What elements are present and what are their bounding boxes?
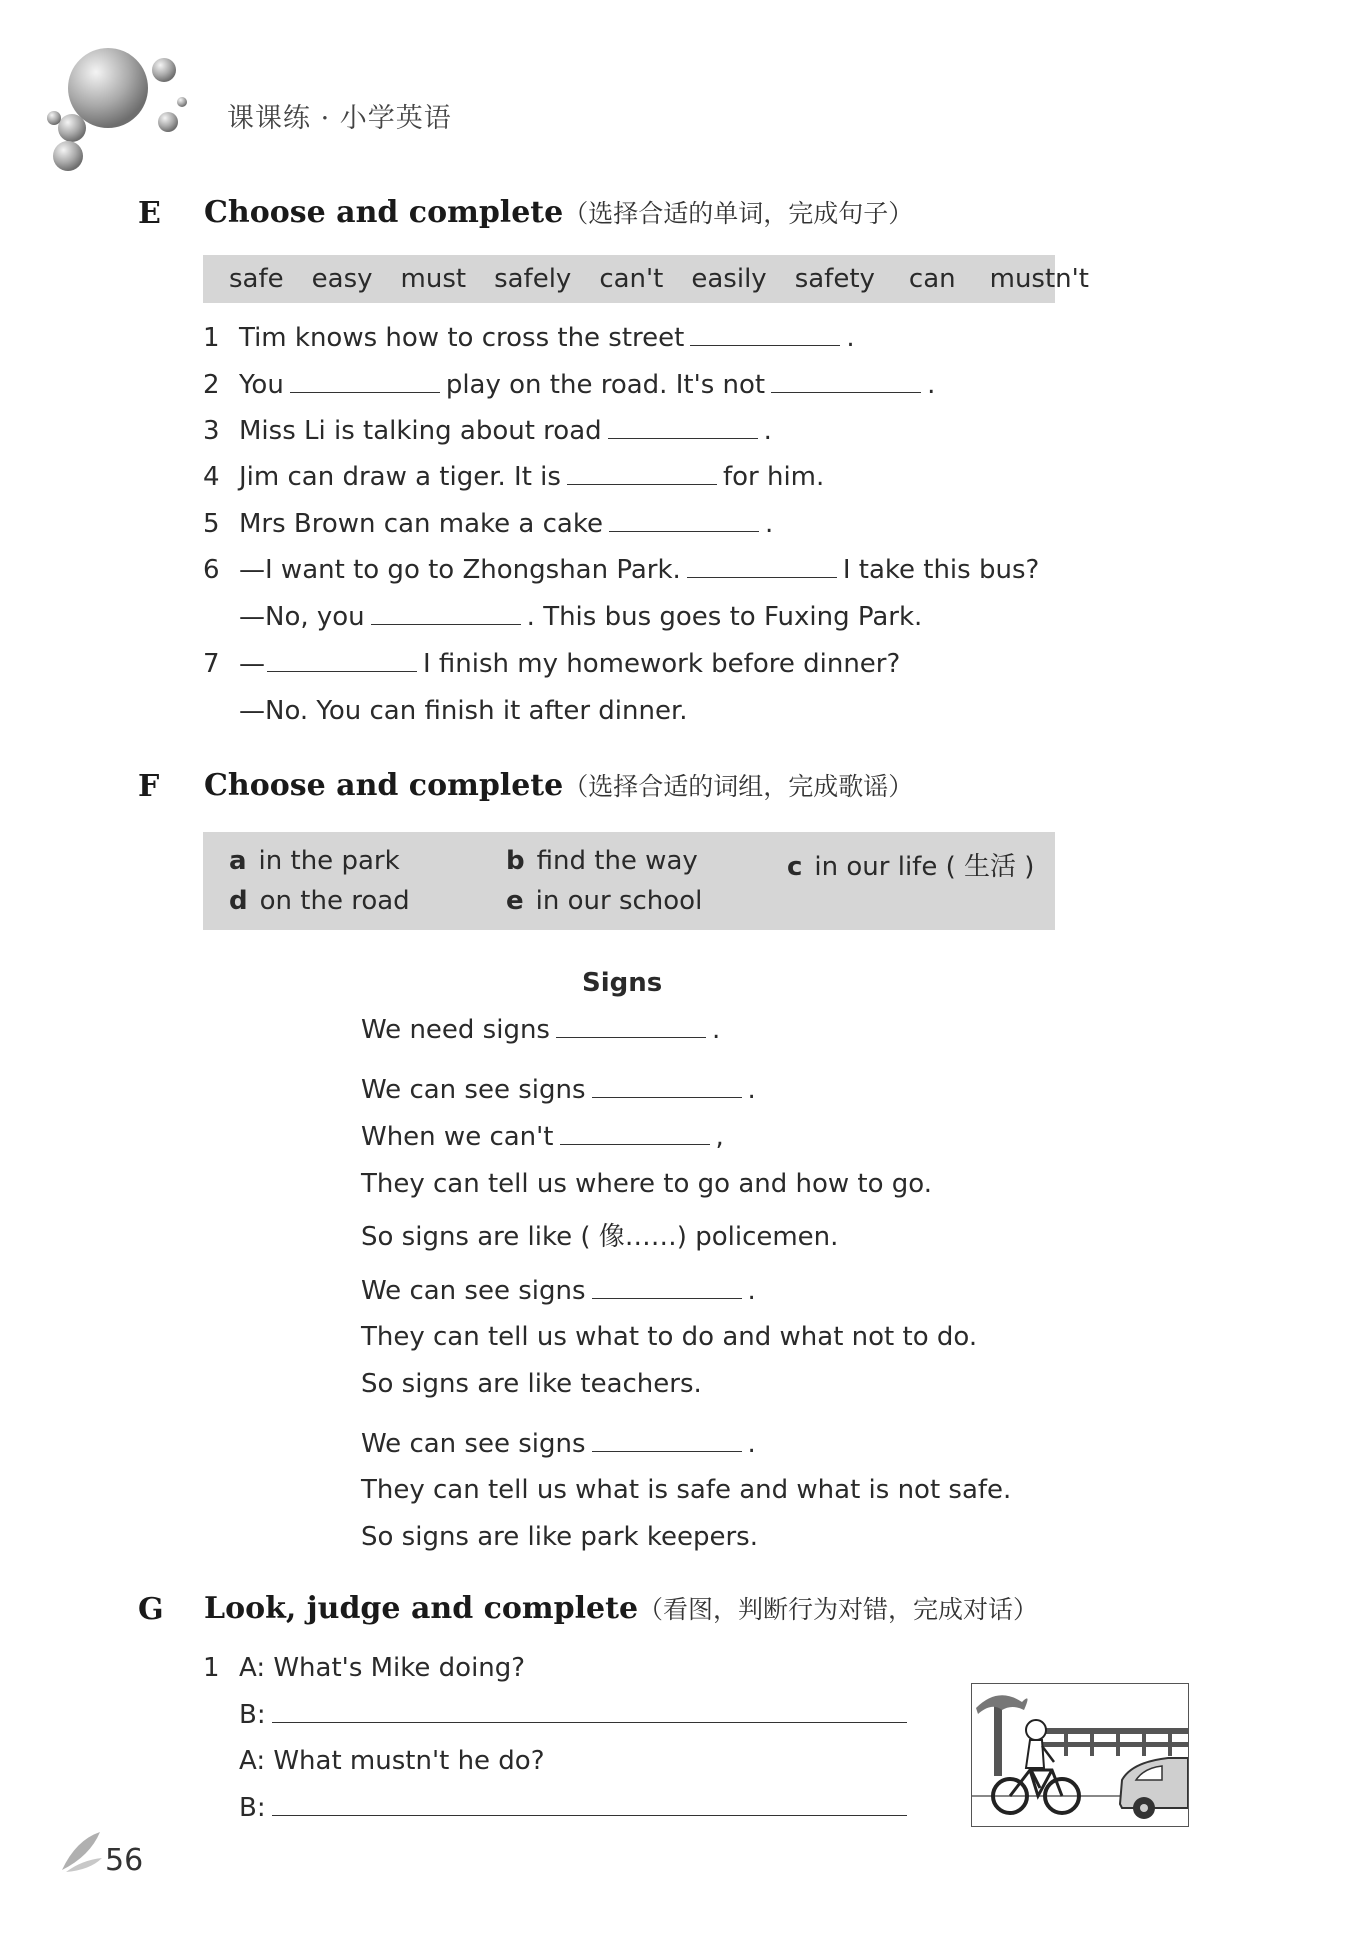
option-text: in the park: [258, 846, 400, 876]
answer-blank[interactable]: [556, 1036, 706, 1038]
decorative-bubbles-icon: [40, 40, 200, 180]
item-text: —No, you: [239, 602, 365, 632]
item-number: 3: [203, 416, 220, 446]
poem-text: .: [711, 1015, 721, 1045]
item-number: 7: [203, 649, 220, 679]
option-text: find the way: [536, 846, 698, 876]
answer-blank[interactable]: [592, 1096, 742, 1098]
item-number: 2: [203, 370, 220, 400]
answer-blank[interactable]: [690, 344, 840, 346]
exercise-item: [203, 323, 855, 353]
option-key: d: [229, 886, 248, 916]
phrase-option: [229, 846, 400, 876]
poem-text: So signs are like ( 像……) policemen.: [361, 1222, 839, 1252]
item-text: —: [239, 649, 265, 679]
page-header: 课课练 · 小学英语: [227, 103, 452, 134]
option-key: a: [229, 846, 247, 876]
section-g-letter: G: [138, 1592, 164, 1627]
section-f-title-cn: （选择合适的词组，完成歌谣）: [563, 772, 914, 801]
poem-text: We need signs: [361, 1015, 550, 1045]
poem-text: So signs are like park keepers.: [361, 1522, 758, 1552]
section-g-title-en: Look, judge and complete: [204, 1591, 639, 1626]
option-key: e: [506, 886, 524, 916]
item-text: Mrs Brown can make a cake: [239, 509, 603, 539]
answer-blank[interactable]: [592, 1297, 742, 1299]
item-text: Miss Li is talking about road: [239, 416, 602, 446]
poem-text: We can see signs: [361, 1276, 586, 1306]
answer-blank[interactable]: [609, 530, 759, 532]
poem-line: [361, 1429, 756, 1459]
exercise-item: [203, 602, 922, 632]
item-text: I finish my homework before dinner?: [423, 649, 901, 679]
section-e-title-cn: （选择合适的单词，完成句子）: [563, 199, 914, 228]
phrase-option: [506, 886, 702, 916]
answer-blank[interactable]: [272, 1814, 907, 1816]
section-e-title-en: Choose and complete: [204, 195, 564, 230]
dialogue-line: [203, 1653, 525, 1683]
phrase-option: [787, 846, 1034, 883]
leaf-icon: [60, 1830, 104, 1874]
item-text: Jim can draw a tiger. It is: [239, 462, 561, 492]
exercise-item: [203, 416, 772, 446]
boy-riding-bike-on-road-illustration: [971, 1683, 1189, 1827]
phrase-option: [229, 886, 410, 916]
word-bank-item: can't: [599, 264, 664, 294]
poem-line: [361, 1216, 838, 1253]
section-f-title-en: Choose and complete: [204, 768, 564, 803]
answer-blank[interactable]: [687, 576, 837, 578]
poem-text: So signs are like teachers.: [361, 1369, 702, 1399]
exercise-item: [203, 509, 773, 539]
exercise-item: [203, 649, 900, 679]
item-text: .: [927, 370, 936, 400]
item-number: 5: [203, 509, 220, 539]
item-text: —No. You can finish it after dinner.: [239, 696, 688, 726]
answer-blank[interactable]: [608, 437, 758, 439]
poem-text: They can tell us what is safe and what is not safe.: [361, 1475, 1012, 1505]
exercise-item: [203, 462, 824, 492]
item-number: 1: [203, 1653, 220, 1683]
poem-text: We can see signs: [361, 1429, 586, 1459]
item-number: 4: [203, 462, 220, 492]
poem-line: [361, 1276, 756, 1306]
option-text: in our school: [535, 886, 703, 916]
exercise-item: [203, 370, 935, 400]
exercise-item: [203, 696, 688, 726]
dialogue-line: [239, 1793, 907, 1823]
poem-text: .: [747, 1276, 756, 1306]
poem-line: [361, 1169, 932, 1199]
page-number: 56: [105, 1843, 144, 1878]
poem-line: [361, 1122, 724, 1152]
answer-blank[interactable]: [371, 623, 521, 625]
word-bank-item: must: [400, 264, 467, 294]
word-bank-item: safely: [494, 264, 572, 294]
dialogue-line: [239, 1746, 545, 1776]
exercise-item: [203, 555, 1039, 585]
poem-text: ,: [715, 1122, 724, 1152]
option-text: in our life ( 生活 ): [814, 852, 1035, 882]
item-text: play on the road. It's not: [445, 370, 766, 400]
poem-text: They can tell us where to go and how to go.: [361, 1169, 933, 1199]
section-f-title: [204, 767, 913, 803]
item-text: for him.: [722, 462, 825, 492]
phrase-option: [506, 846, 698, 876]
phrase-bank: [203, 832, 1055, 930]
item-text: I take this bus?: [842, 555, 1040, 585]
poem-line: [361, 1075, 756, 1105]
item-text: Tim knows how to cross the street: [239, 323, 685, 353]
poem-line: [361, 1475, 1011, 1505]
answer-blank[interactable]: [560, 1143, 710, 1145]
word-bank-item: mustn't: [989, 264, 1089, 294]
item-text: . This bus goes to Fuxing Park.: [526, 602, 923, 632]
section-e-title: [204, 194, 913, 230]
answer-blank[interactable]: [771, 391, 921, 393]
answer-blank[interactable]: [567, 483, 717, 485]
dialogue-text: A: What mustn't he do?: [239, 1746, 545, 1776]
section-f-letter: F: [138, 769, 160, 804]
word-bank: [203, 255, 1089, 303]
dialogue-text: A: What's Mike doing?: [239, 1653, 526, 1683]
item-text: You: [239, 370, 284, 400]
option-key: b: [506, 846, 525, 876]
answer-blank[interactable]: [267, 670, 417, 672]
dialogue-text: B:: [239, 1793, 266, 1823]
answer-blank[interactable]: [592, 1450, 742, 1452]
poem-line: [361, 1015, 720, 1045]
dialogue-line: [239, 1700, 907, 1730]
item-number: 6: [203, 555, 220, 585]
item-text: .: [763, 416, 772, 446]
item-text: .: [764, 509, 774, 539]
word-bank-item: can: [908, 264, 956, 294]
item-text: —I want to go to Zhongshan Park.: [239, 555, 681, 585]
option-key: c: [787, 852, 803, 882]
poem-text: When we can't: [361, 1122, 554, 1152]
poem-text: We can see signs: [361, 1075, 586, 1105]
answer-blank[interactable]: [290, 391, 440, 393]
poem-line: [361, 1369, 702, 1399]
dialogue-text: B:: [239, 1700, 266, 1730]
word-bank-item: easily: [691, 264, 767, 294]
item-text: .: [846, 323, 855, 353]
poem-text: .: [747, 1429, 756, 1459]
section-g-title-cn: （看图，判断行为对错，完成对话）: [638, 1595, 1039, 1624]
option-text: on the road: [259, 886, 410, 916]
word-bank-item: safety: [794, 264, 875, 294]
word-bank-item: safe: [229, 264, 284, 294]
poem-line: [361, 1522, 758, 1552]
section-e-letter: E: [138, 196, 161, 231]
word-bank-item: easy: [311, 264, 373, 294]
answer-blank[interactable]: [272, 1721, 907, 1723]
poem-title: Signs: [582, 968, 663, 998]
poem-text: .: [747, 1075, 756, 1105]
section-g-title: [204, 1590, 1038, 1626]
poem-line: [361, 1322, 977, 1352]
poem-text: They can tell us what to do and what not to do.: [361, 1322, 978, 1352]
item-number: 1: [203, 323, 220, 353]
